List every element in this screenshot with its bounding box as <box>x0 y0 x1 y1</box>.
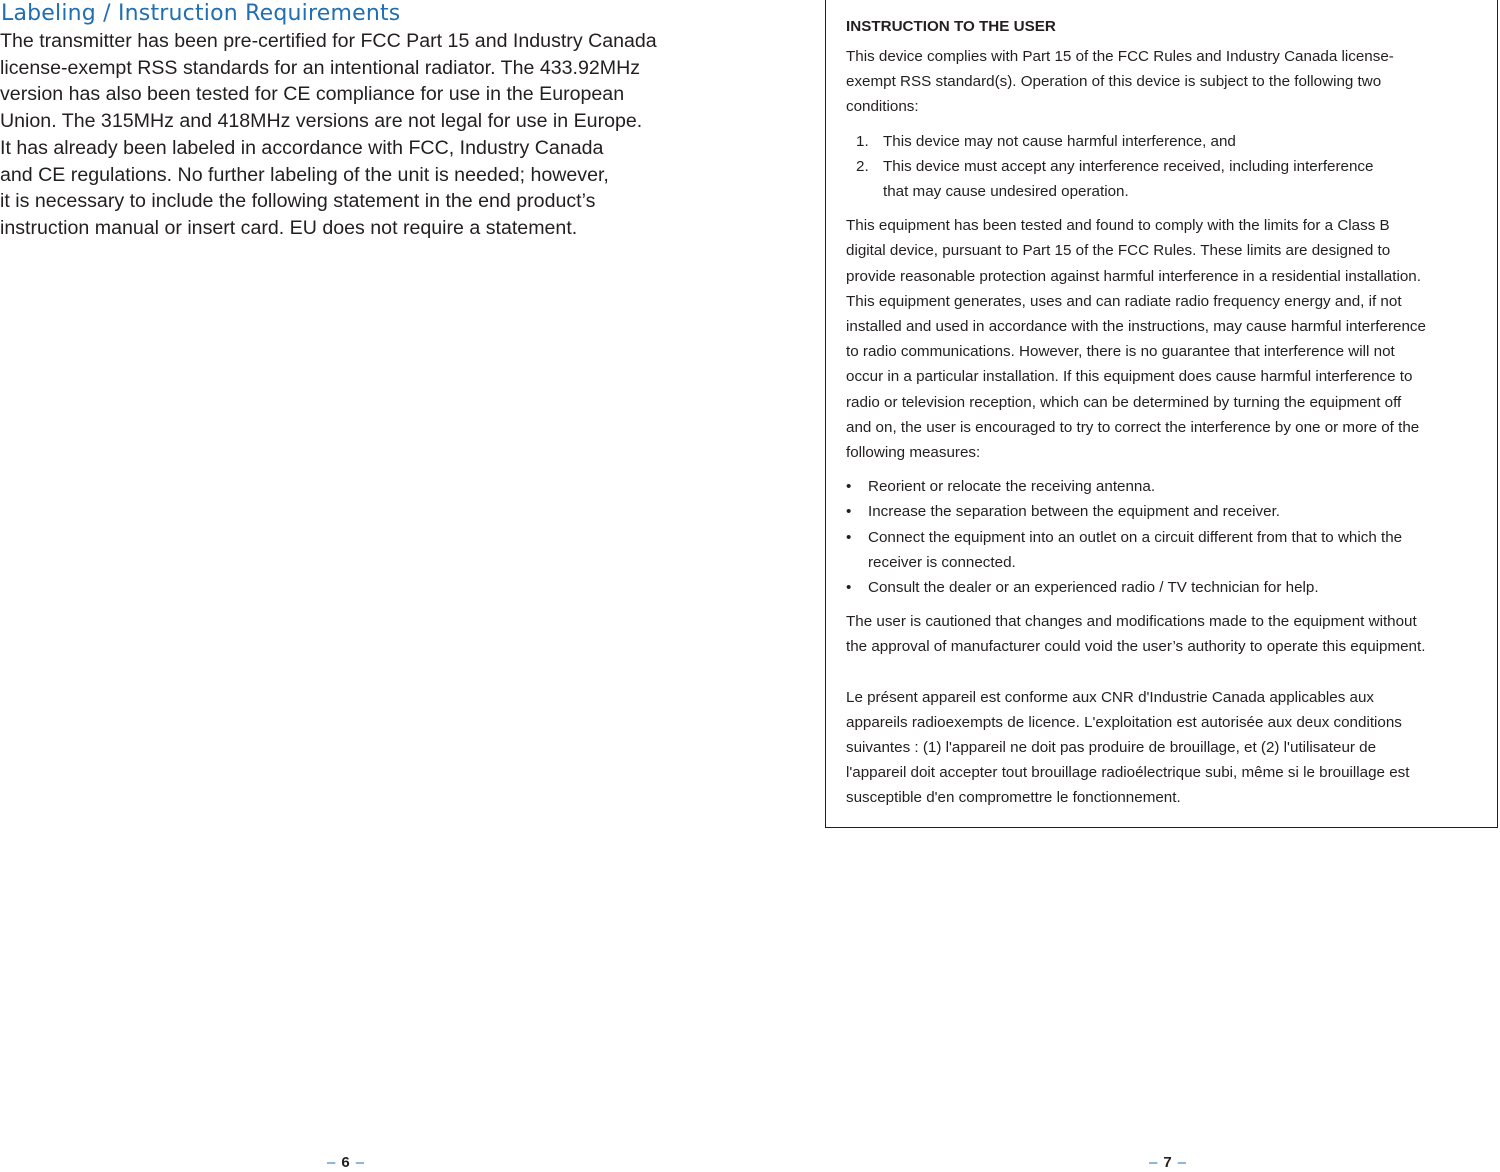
text-line: This device complies with Part 15 of the FCC Rules and Industry Canada license- <box>846 48 1394 65</box>
text-line: Increase the separation between the equipment and receiver. <box>868 503 1281 521</box>
bullet-marker: • <box>846 478 852 496</box>
page-number-value: 7 <box>1163 1154 1172 1171</box>
intro-line: Union. The 315MHz and 418MHz versions are not legal for use in Europe. <box>0 110 643 133</box>
page-number-dash: – <box>1149 1154 1158 1171</box>
intro-line: The transmitter has been pre-certified for FCC Part 15 and Industry Canada <box>0 30 657 52</box>
list-item <box>846 154 1497 204</box>
text-line: following measures: <box>846 444 981 462</box>
text-line: Reorient or relocate the receiving antenna. <box>868 478 1156 496</box>
intro-paragraph <box>0 28 740 242</box>
list-marker: 1. <box>856 132 869 150</box>
text-line: occur in a particular installation. If this equipment does cause harmful interference to <box>846 368 1413 386</box>
text-line: Connect the equipment into an outlet on a circuit different from that to which the <box>868 528 1403 546</box>
text-line: The user is cautioned that changes and modifications made to the equipment without <box>846 613 1417 631</box>
list-item <box>846 525 1497 575</box>
section-heading: Labeling / Instruction Requirements <box>1 1 401 26</box>
text-line: appareils radioexempts de licence. L'exploitation est autorisée aux deux conditions <box>846 713 1402 731</box>
bullet-marker: • <box>846 528 852 546</box>
page-number-left <box>321 1154 370 1172</box>
intro-line: instruction manual or insert card. EU does not require a statement. <box>0 216 578 239</box>
bullet-marker: • <box>846 579 852 597</box>
page-number-dash: – <box>355 1154 365 1171</box>
caution-paragraph <box>846 609 1497 659</box>
measures-list <box>846 474 1497 600</box>
text-line: This device must accept any interference received, including interference <box>883 157 1374 175</box>
french-paragraph <box>846 685 1497 811</box>
text-line: susceptible d'en compromettre le fonctionnement. <box>846 789 1181 807</box>
text-line: that may cause undesired operation. <box>883 183 1129 201</box>
text-line: and on, the user is encouraged to try to correct the interference by one or more of the <box>846 418 1420 436</box>
compliance-paragraph <box>846 44 1497 120</box>
page-number-dash: – <box>1177 1154 1187 1171</box>
page-number-value: 6 <box>341 1154 350 1171</box>
left-page <box>0 0 740 1170</box>
page-number-dash: – <box>327 1154 336 1171</box>
text-line: installed and used in accordance with the instructions, may cause harmful interference <box>846 318 1426 336</box>
text-line: provide reasonable protection against harmful interference in a residential installation. <box>846 267 1421 285</box>
text-line: receiver is connected. <box>868 553 1016 571</box>
intro-line: version has also been tested for CE compliance for use in the European <box>0 83 625 106</box>
text-line: Le présent appareil est conforme aux CNR d'Industrie Canada applicables aux <box>846 688 1375 706</box>
text-line: exempt RSS standard(s). Operation of this device is subject to the following two <box>846 73 1382 91</box>
text-line: This equipment has been tested and found to comply with the limits for a Class B <box>846 217 1390 235</box>
text-line: the approval of manufacturer could void the user’s authority to operate this equipment. <box>846 638 1426 656</box>
intro-line: license-exempt RSS standards for an intentional radiator. The 433.92MHz <box>0 56 641 79</box>
box-title: INSTRUCTION TO THE USER <box>846 18 1056 35</box>
text-line: to radio communications. However, there is no guarantee that interference will not <box>846 343 1395 361</box>
text-line: This equipment generates, uses and can radiate radio frequency energy and, if not <box>846 292 1402 310</box>
bullet-marker: • <box>846 503 852 521</box>
text-line: suivantes : (1) l'appareil ne doit pas produire de brouillage, et (2) l'utilisateur de <box>846 739 1377 757</box>
text-line: radio or television reception, which can be determined by turning the equipment off <box>846 393 1402 411</box>
conditions-list <box>846 129 1497 205</box>
instruction-to-user-box <box>825 0 1498 828</box>
intro-line: and CE regulations. No further labeling of the unit is needed; however, <box>0 163 609 186</box>
text-line: Consult the dealer or an experienced radio / TV technician for help. <box>868 579 1319 597</box>
list-marker: 2. <box>856 157 869 175</box>
equipment-paragraph <box>846 213 1497 465</box>
text-line: conditions: <box>846 98 919 116</box>
intro-line: It has already been labeled in accordance with FCC, Industry Canada <box>0 136 604 159</box>
text-line: This device may not cause harmful interference, and <box>883 132 1236 150</box>
text-line: l'appareil doit accepter tout brouillage radioélectrique subi, même si le brouillage est <box>846 764 1410 782</box>
list-item <box>846 499 1497 524</box>
list-item <box>846 575 1497 600</box>
list-item <box>846 129 1497 154</box>
intro-line: it is necessary to include the following statement in the end product’s <box>0 190 596 213</box>
page-number-right <box>1143 1154 1192 1172</box>
text-line: digital device, pursuant to Part 15 of the FCC Rules. These limits are designed to <box>846 242 1391 260</box>
list-item <box>846 474 1497 499</box>
